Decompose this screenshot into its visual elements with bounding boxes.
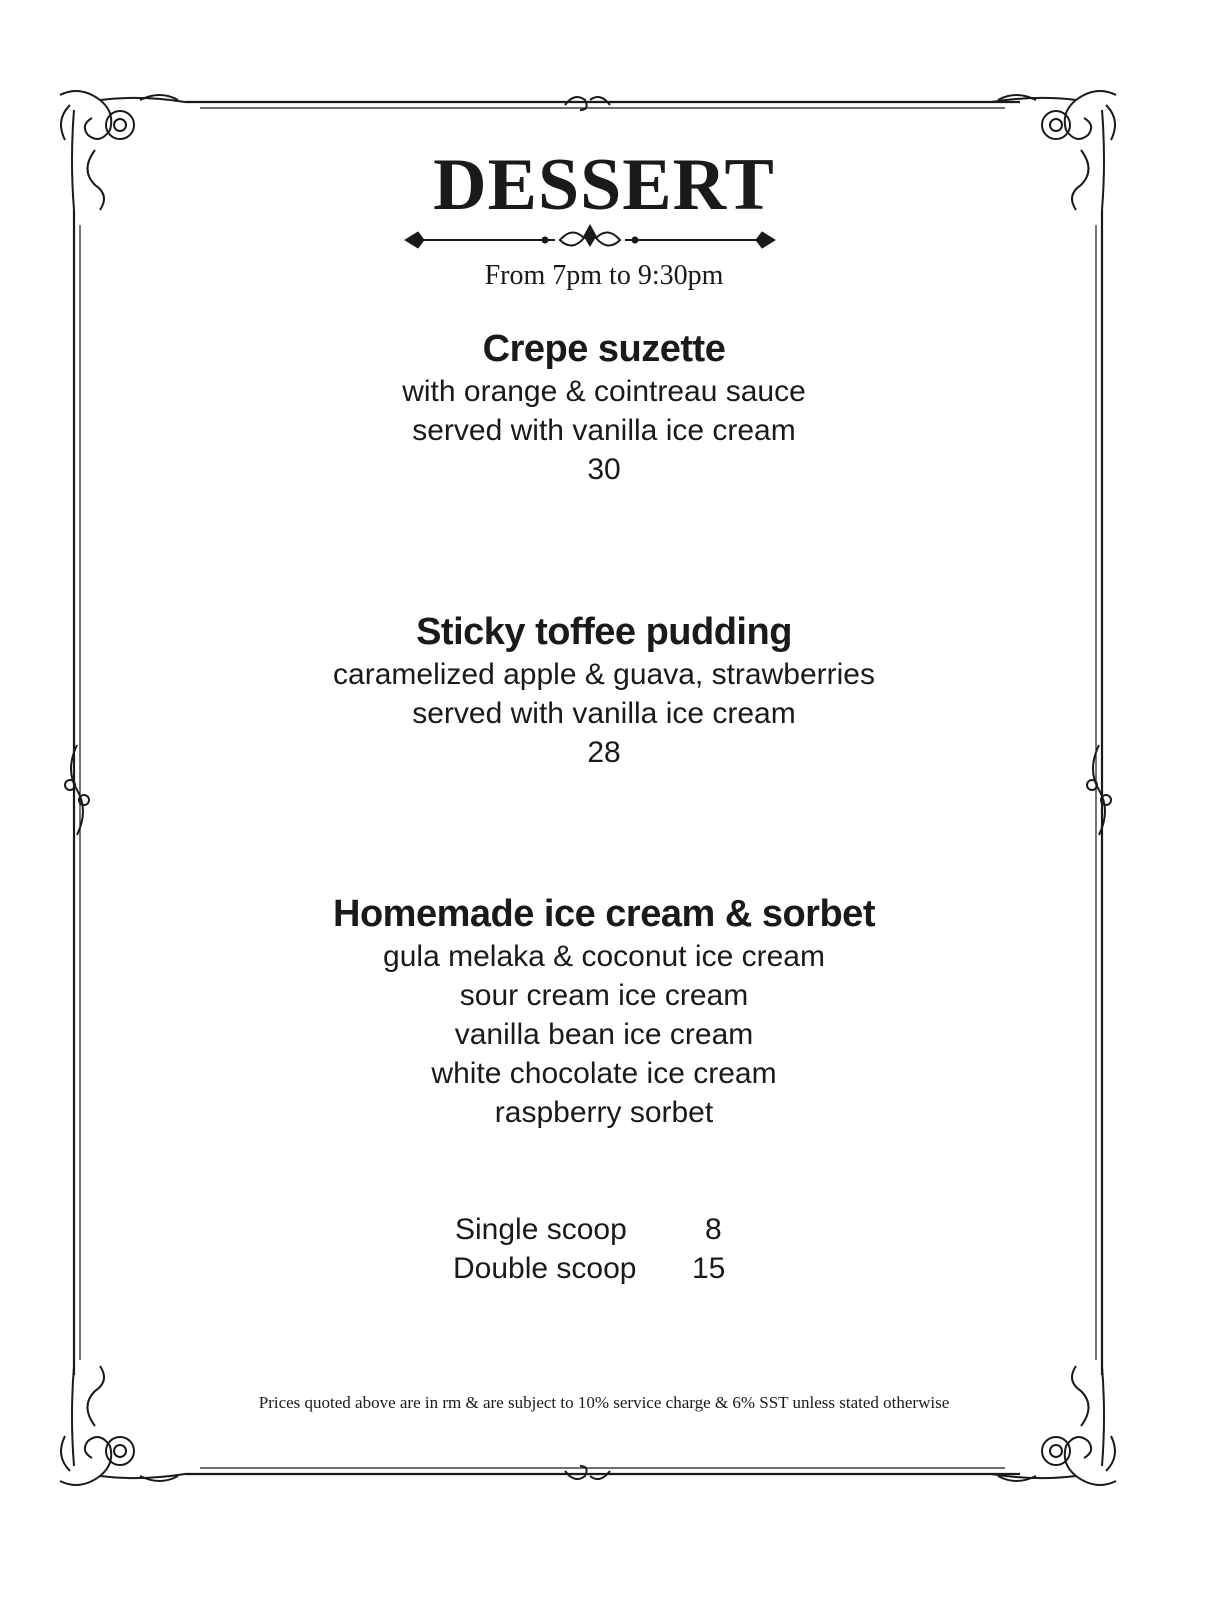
flavor-item: raspberry sorbet bbox=[494, 1096, 714, 1129]
dish-description: with orange & cointreau sauce bbox=[402, 375, 806, 408]
scoop-price: 15 bbox=[692, 1252, 726, 1285]
dish-sticky-toffee-pudding bbox=[0, 609, 1208, 772]
dish-description: served with vanilla ice cream bbox=[412, 414, 796, 447]
dish-crepe-suzette bbox=[0, 326, 1208, 489]
flavor-item: gula melaka & coconut ice cream bbox=[383, 940, 825, 973]
dish-name: Sticky toffee pudding bbox=[416, 611, 792, 653]
flavor-item: sour cream ice cream bbox=[459, 979, 749, 1012]
menu-title: DESSERT bbox=[433, 144, 775, 226]
corner-flourish-icon bbox=[991, 1366, 1116, 1485]
dish-price: 30 bbox=[587, 453, 621, 486]
scoop-price: 8 bbox=[705, 1213, 722, 1246]
dish-description: caramelized apple & guava, strawberries bbox=[333, 658, 875, 691]
scoop-label: Single scoop bbox=[455, 1213, 627, 1246]
dish-name: Crepe suzette bbox=[482, 328, 726, 370]
pricing-footnote: Prices quoted above are in rm & are subject to 10% service charge & 6% SST unless stated otherwise bbox=[258, 1393, 950, 1412]
dish-name: Homemade ice cream & sorbet bbox=[333, 893, 875, 935]
flavor-item: vanilla bean ice cream bbox=[454, 1018, 754, 1051]
dish-description: served with vanilla ice cream bbox=[412, 697, 796, 730]
scoop-label: Double scoop bbox=[453, 1252, 637, 1285]
corner-flourish-icon bbox=[60, 1366, 185, 1485]
serving-hours: From 7pm to 9:30pm bbox=[484, 260, 724, 291]
dish-price: 28 bbox=[587, 736, 621, 769]
flavor-item: white chocolate ice cream bbox=[431, 1057, 777, 1090]
dish-ice-cream-sorbet bbox=[0, 891, 1208, 1132]
